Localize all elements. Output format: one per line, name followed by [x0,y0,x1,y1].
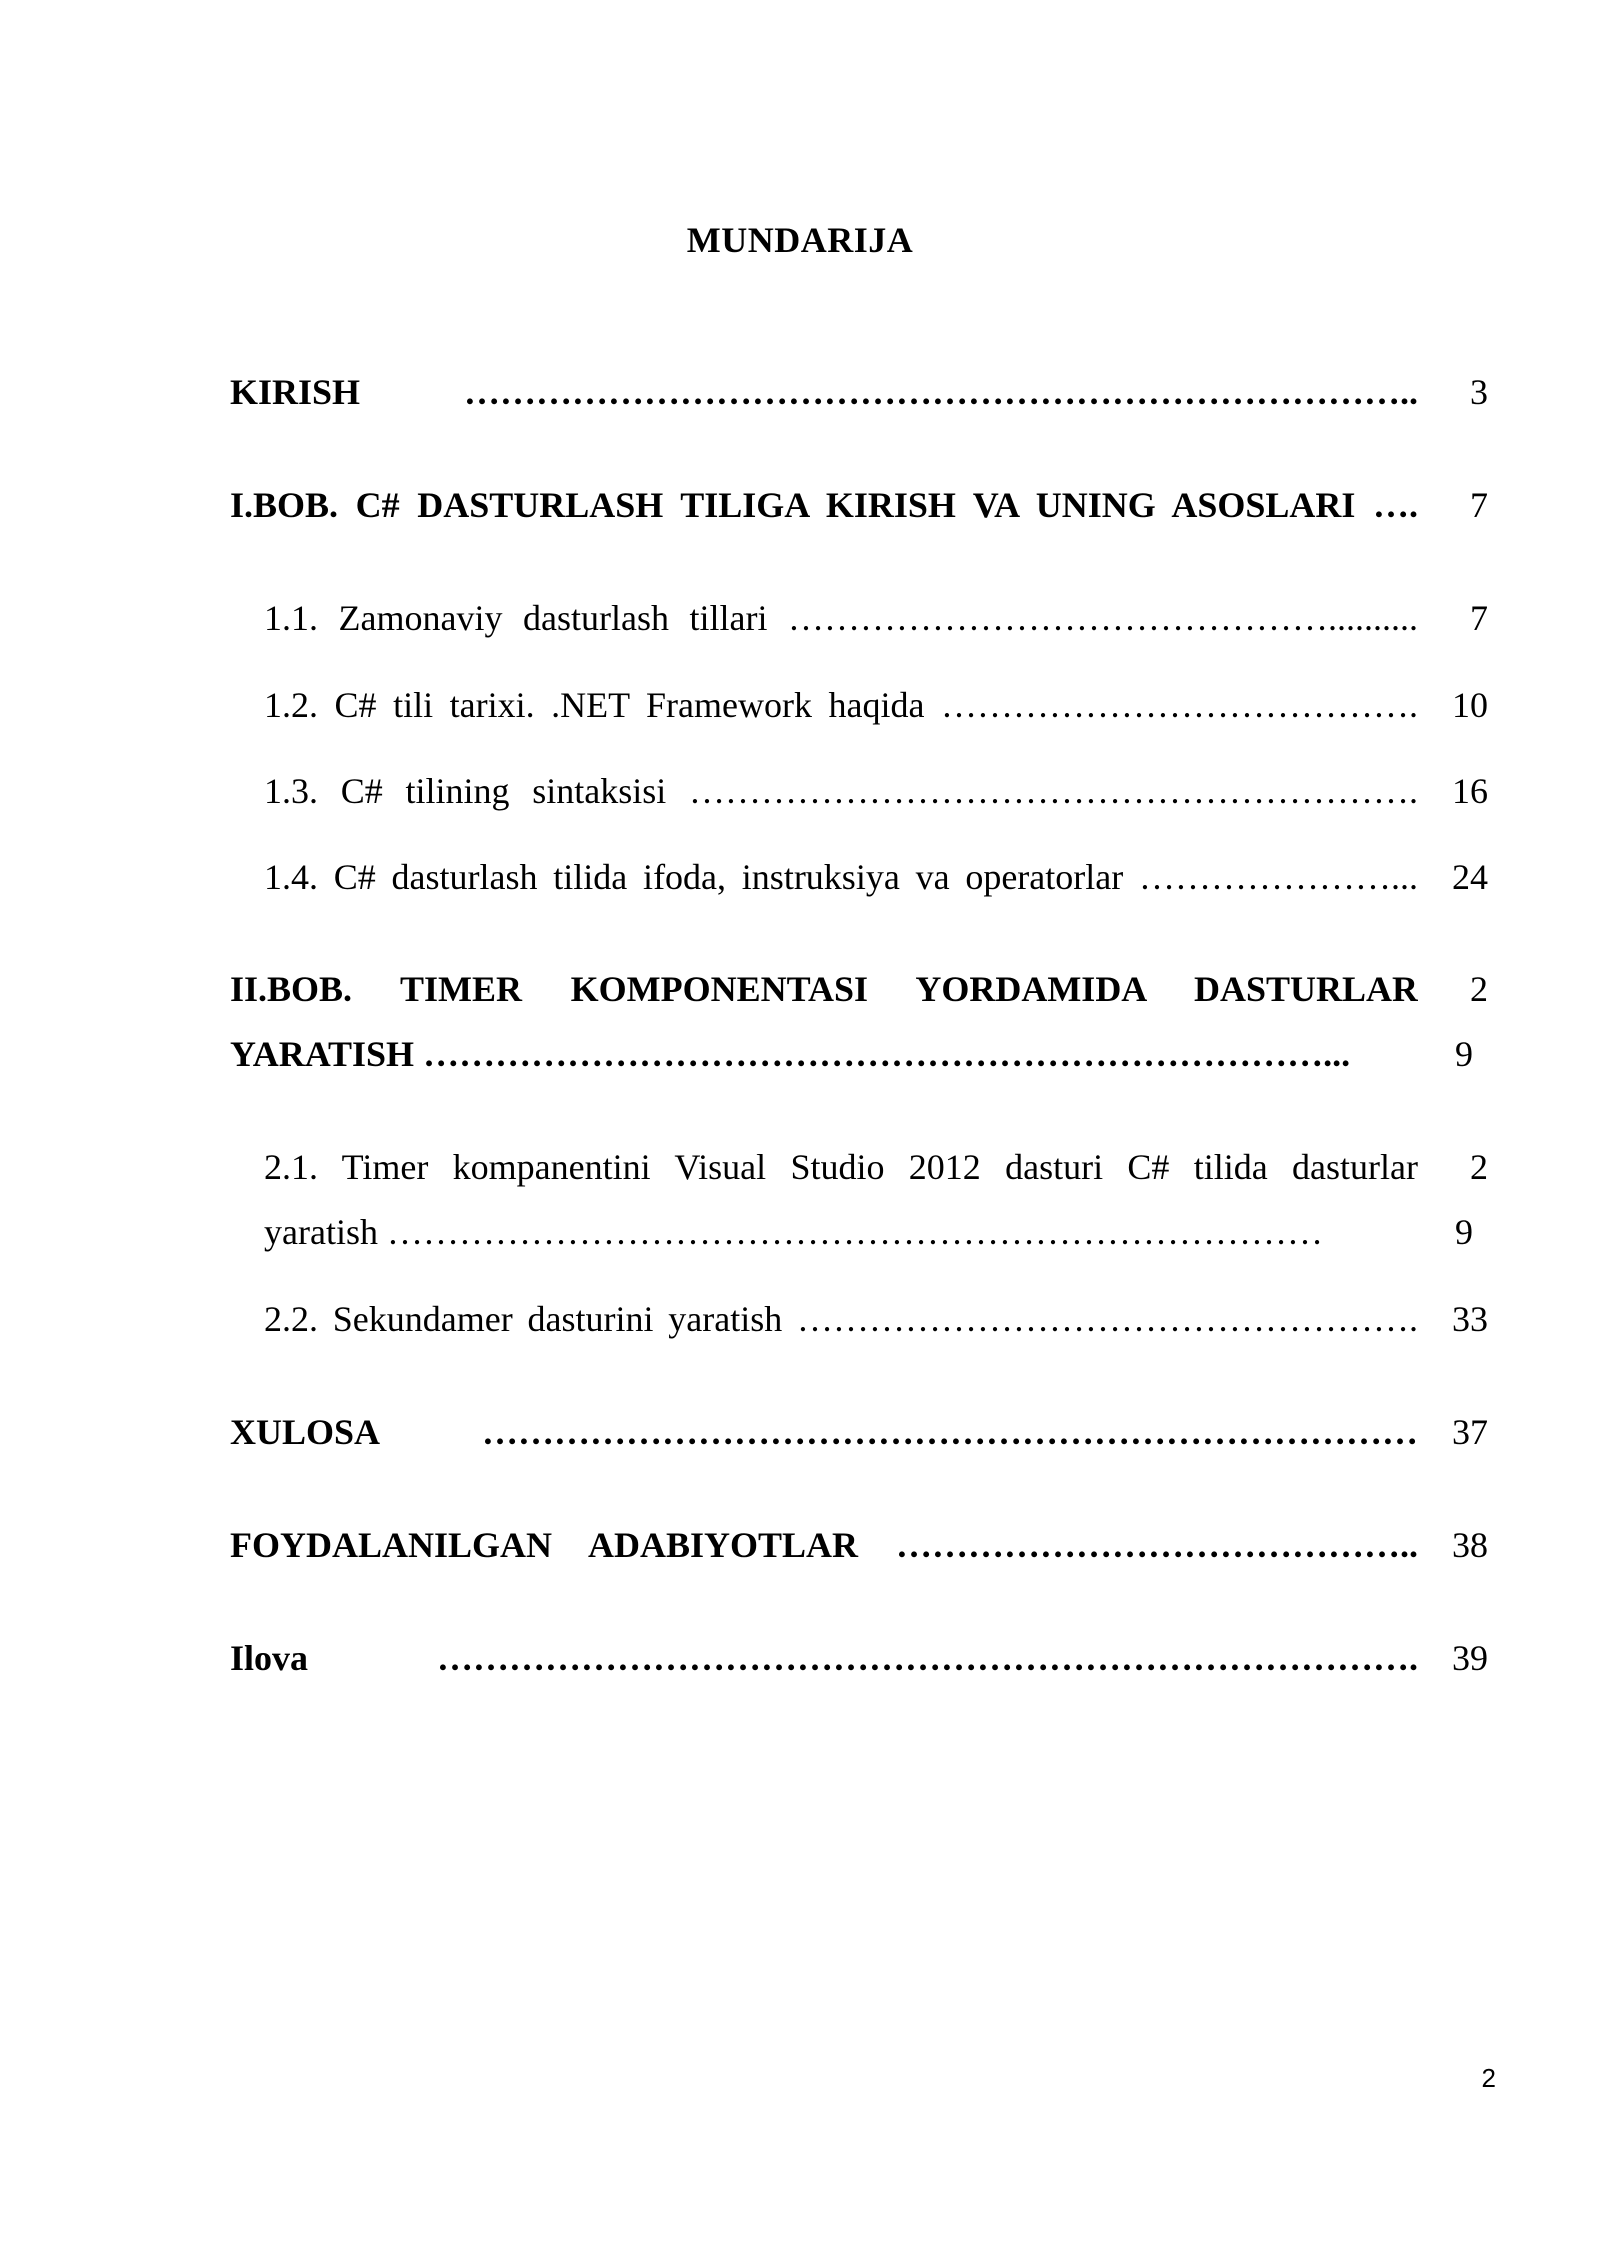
entry-title: Ilova [230,1638,309,1678]
leader-dots: …………………………………………………………………... [423,1034,1351,1074]
toc-entry-label [264,596,1418,640]
toc-entry-label [230,370,1418,414]
page-title: MUNDARIJA [686,220,914,260]
entry-title: 1.2. C# tili tarixi. .NET Framework haqida [264,685,925,725]
entry-title: 2.2. Sekundamer dasturini yaratish [264,1299,783,1339]
entry-title: XULOSA [230,1412,379,1452]
toc-page-number: 33 [1452,1299,1488,1339]
toc-page-number: 10 [1452,685,1488,725]
toc-entry-label [264,769,1418,813]
toc-page-number: 2 9 [1455,969,1488,1074]
leader-dots: ……………………………………….......... [788,598,1418,638]
toc-page-number: 7 [1470,485,1488,525]
entry-title-line-1: II.BOB. TIMER KOMPONENTASI YORDAMIDA DASTURLAR [230,969,1418,1009]
leader-dots: ……………………………………………. [797,1299,1418,1339]
toc-entry-label [264,1297,1418,1341]
entry-title-line-2: YARATISH [230,1034,415,1074]
toc-page-number: 2 9 [1455,1147,1488,1252]
leader-dots: …………………………………………………………………… [386,1212,1323,1252]
leader-dots: …………………………………………………………………… [482,1412,1418,1452]
entry-title: FOYDALANILGAN ADABIYOTLAR [230,1525,859,1565]
toc-page-number: 39 [1452,1638,1488,1678]
toc-page-number: 16 [1452,771,1488,811]
leader-dots: …. [1373,485,1418,525]
entry-title-line-2: yaratish [264,1212,378,1252]
leader-dots: ……………………………………………………. [689,771,1418,811]
toc-page-number: 7 [1470,598,1488,638]
leader-dots: …………………………………. [941,685,1418,725]
toc-entry-label [230,1410,1418,1454]
leader-dots: …………………... [1139,857,1418,897]
footer-page-number: 2 [1481,2063,1496,2093]
toc-page-number: 37 [1452,1412,1488,1452]
toc-entry-label [230,1636,1418,1680]
entry-title: 1.3. C# tilining sintaksisi [264,771,667,811]
leader-dots: …………………………………………………………………….. [464,372,1418,412]
toc-page-number: 3 [1470,372,1488,412]
entry-title: 1.4. C# dasturlash tilida ifoda, instruksiya va operatorlar [264,857,1124,897]
entry-title: KIRISH [230,372,361,412]
entry-title: I.BOB. C# DASTURLASH TILIGA KIRISH VA UNING ASOSLARI [230,485,1356,525]
entry-title-line-1: 2.1. Timer kompanentini Visual Studio 2012 dasturi C# tilida dasturlar [264,1147,1418,1187]
toc-entry-label [230,1523,1418,1567]
toc-page-number: 38 [1452,1525,1488,1565]
leader-dots: …………………………………….. [896,1525,1418,1565]
toc-page-number: 24 [1452,857,1488,897]
toc-entry-label [264,1145,1418,1254]
leader-dots: ………………………………………………………………………. [437,1638,1418,1678]
toc-entry-label [264,683,1418,727]
toc-entry-label [264,855,1418,899]
toc-entry-label [230,967,1418,1076]
entry-title: 1.1. Zamonaviy dasturlash tillari [264,598,768,638]
toc-entry-label [230,483,1418,527]
